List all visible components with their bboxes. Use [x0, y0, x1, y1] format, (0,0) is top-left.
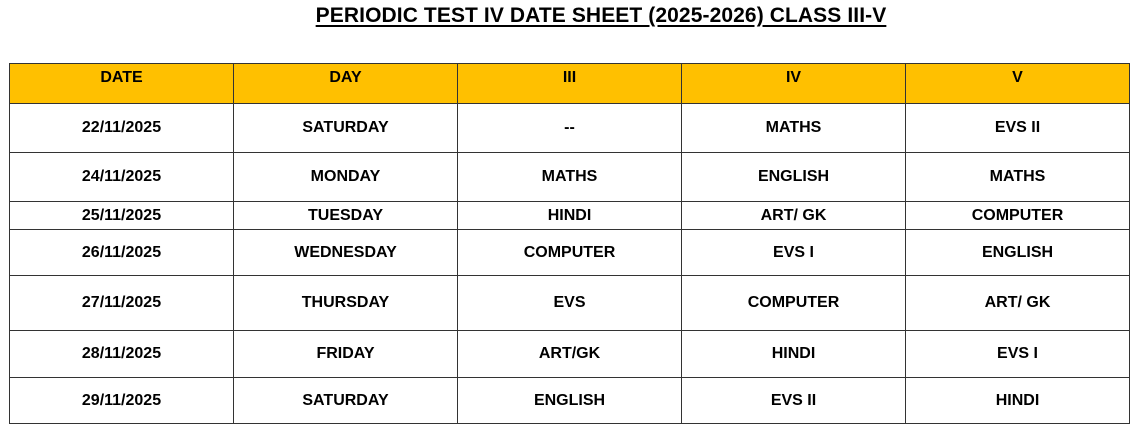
header-row	[10, 64, 1130, 104]
cell-day: WEDNESDAY	[234, 230, 458, 276]
header-day: DAY	[234, 64, 458, 104]
cell-day: SATURDAY	[234, 378, 458, 424]
page-title: PERIODIC TEST IV DATE SHEET (2025-2026) CLASS III-V	[315, 4, 887, 27]
cell-class-iii: MATHS	[458, 153, 682, 202]
cell-date: 26/11/2025	[10, 230, 234, 276]
cell-class-iii: EVS	[458, 276, 682, 331]
table-row	[10, 104, 1130, 153]
cell-class-iv: MATHS	[682, 104, 906, 153]
cell-date: 29/11/2025	[10, 378, 234, 424]
cell-date: 25/11/2025	[10, 202, 234, 230]
table-row	[10, 331, 1130, 378]
cell-class-iv: ART/ GK	[682, 202, 906, 230]
header-date: DATE	[10, 64, 234, 104]
cell-class-iii: HINDI	[458, 202, 682, 230]
cell-class-iii: COMPUTER	[458, 230, 682, 276]
table-row	[10, 276, 1130, 331]
cell-class-v: EVS I	[906, 331, 1130, 378]
cell-date: 27/11/2025	[10, 276, 234, 331]
cell-class-iv: HINDI	[682, 331, 906, 378]
date-sheet-table	[9, 63, 1130, 424]
header-class-iv: IV	[682, 64, 906, 104]
cell-class-v: MATHS	[906, 153, 1130, 202]
cell-class-iv: EVS II	[682, 378, 906, 424]
cell-class-v: COMPUTER	[906, 202, 1130, 230]
cell-class-v: EVS II	[906, 104, 1130, 153]
table-row	[10, 202, 1130, 230]
table-row	[10, 230, 1130, 276]
table-row	[10, 378, 1130, 424]
cell-day: MONDAY	[234, 153, 458, 202]
cell-class-iv: COMPUTER	[682, 276, 906, 331]
cell-day: THURSDAY	[234, 276, 458, 331]
cell-day: TUESDAY	[234, 202, 458, 230]
header-class-v: V	[906, 64, 1130, 104]
cell-date: 24/11/2025	[10, 153, 234, 202]
cell-day: SATURDAY	[234, 104, 458, 153]
cell-day: FRIDAY	[234, 331, 458, 378]
cell-class-v: HINDI	[906, 378, 1130, 424]
cell-class-iv: ENGLISH	[682, 153, 906, 202]
cell-class-iii: ART/GK	[458, 331, 682, 378]
cell-date: 22/11/2025	[10, 104, 234, 153]
cell-class-v: ART/ GK	[906, 276, 1130, 331]
cell-class-iii: --	[458, 104, 682, 153]
table-row	[10, 153, 1130, 202]
cell-class-iii: ENGLISH	[458, 378, 682, 424]
header-class-iii: III	[458, 64, 682, 104]
cell-date: 28/11/2025	[10, 331, 234, 378]
cell-class-v: ENGLISH	[906, 230, 1130, 276]
cell-class-iv: EVS I	[682, 230, 906, 276]
